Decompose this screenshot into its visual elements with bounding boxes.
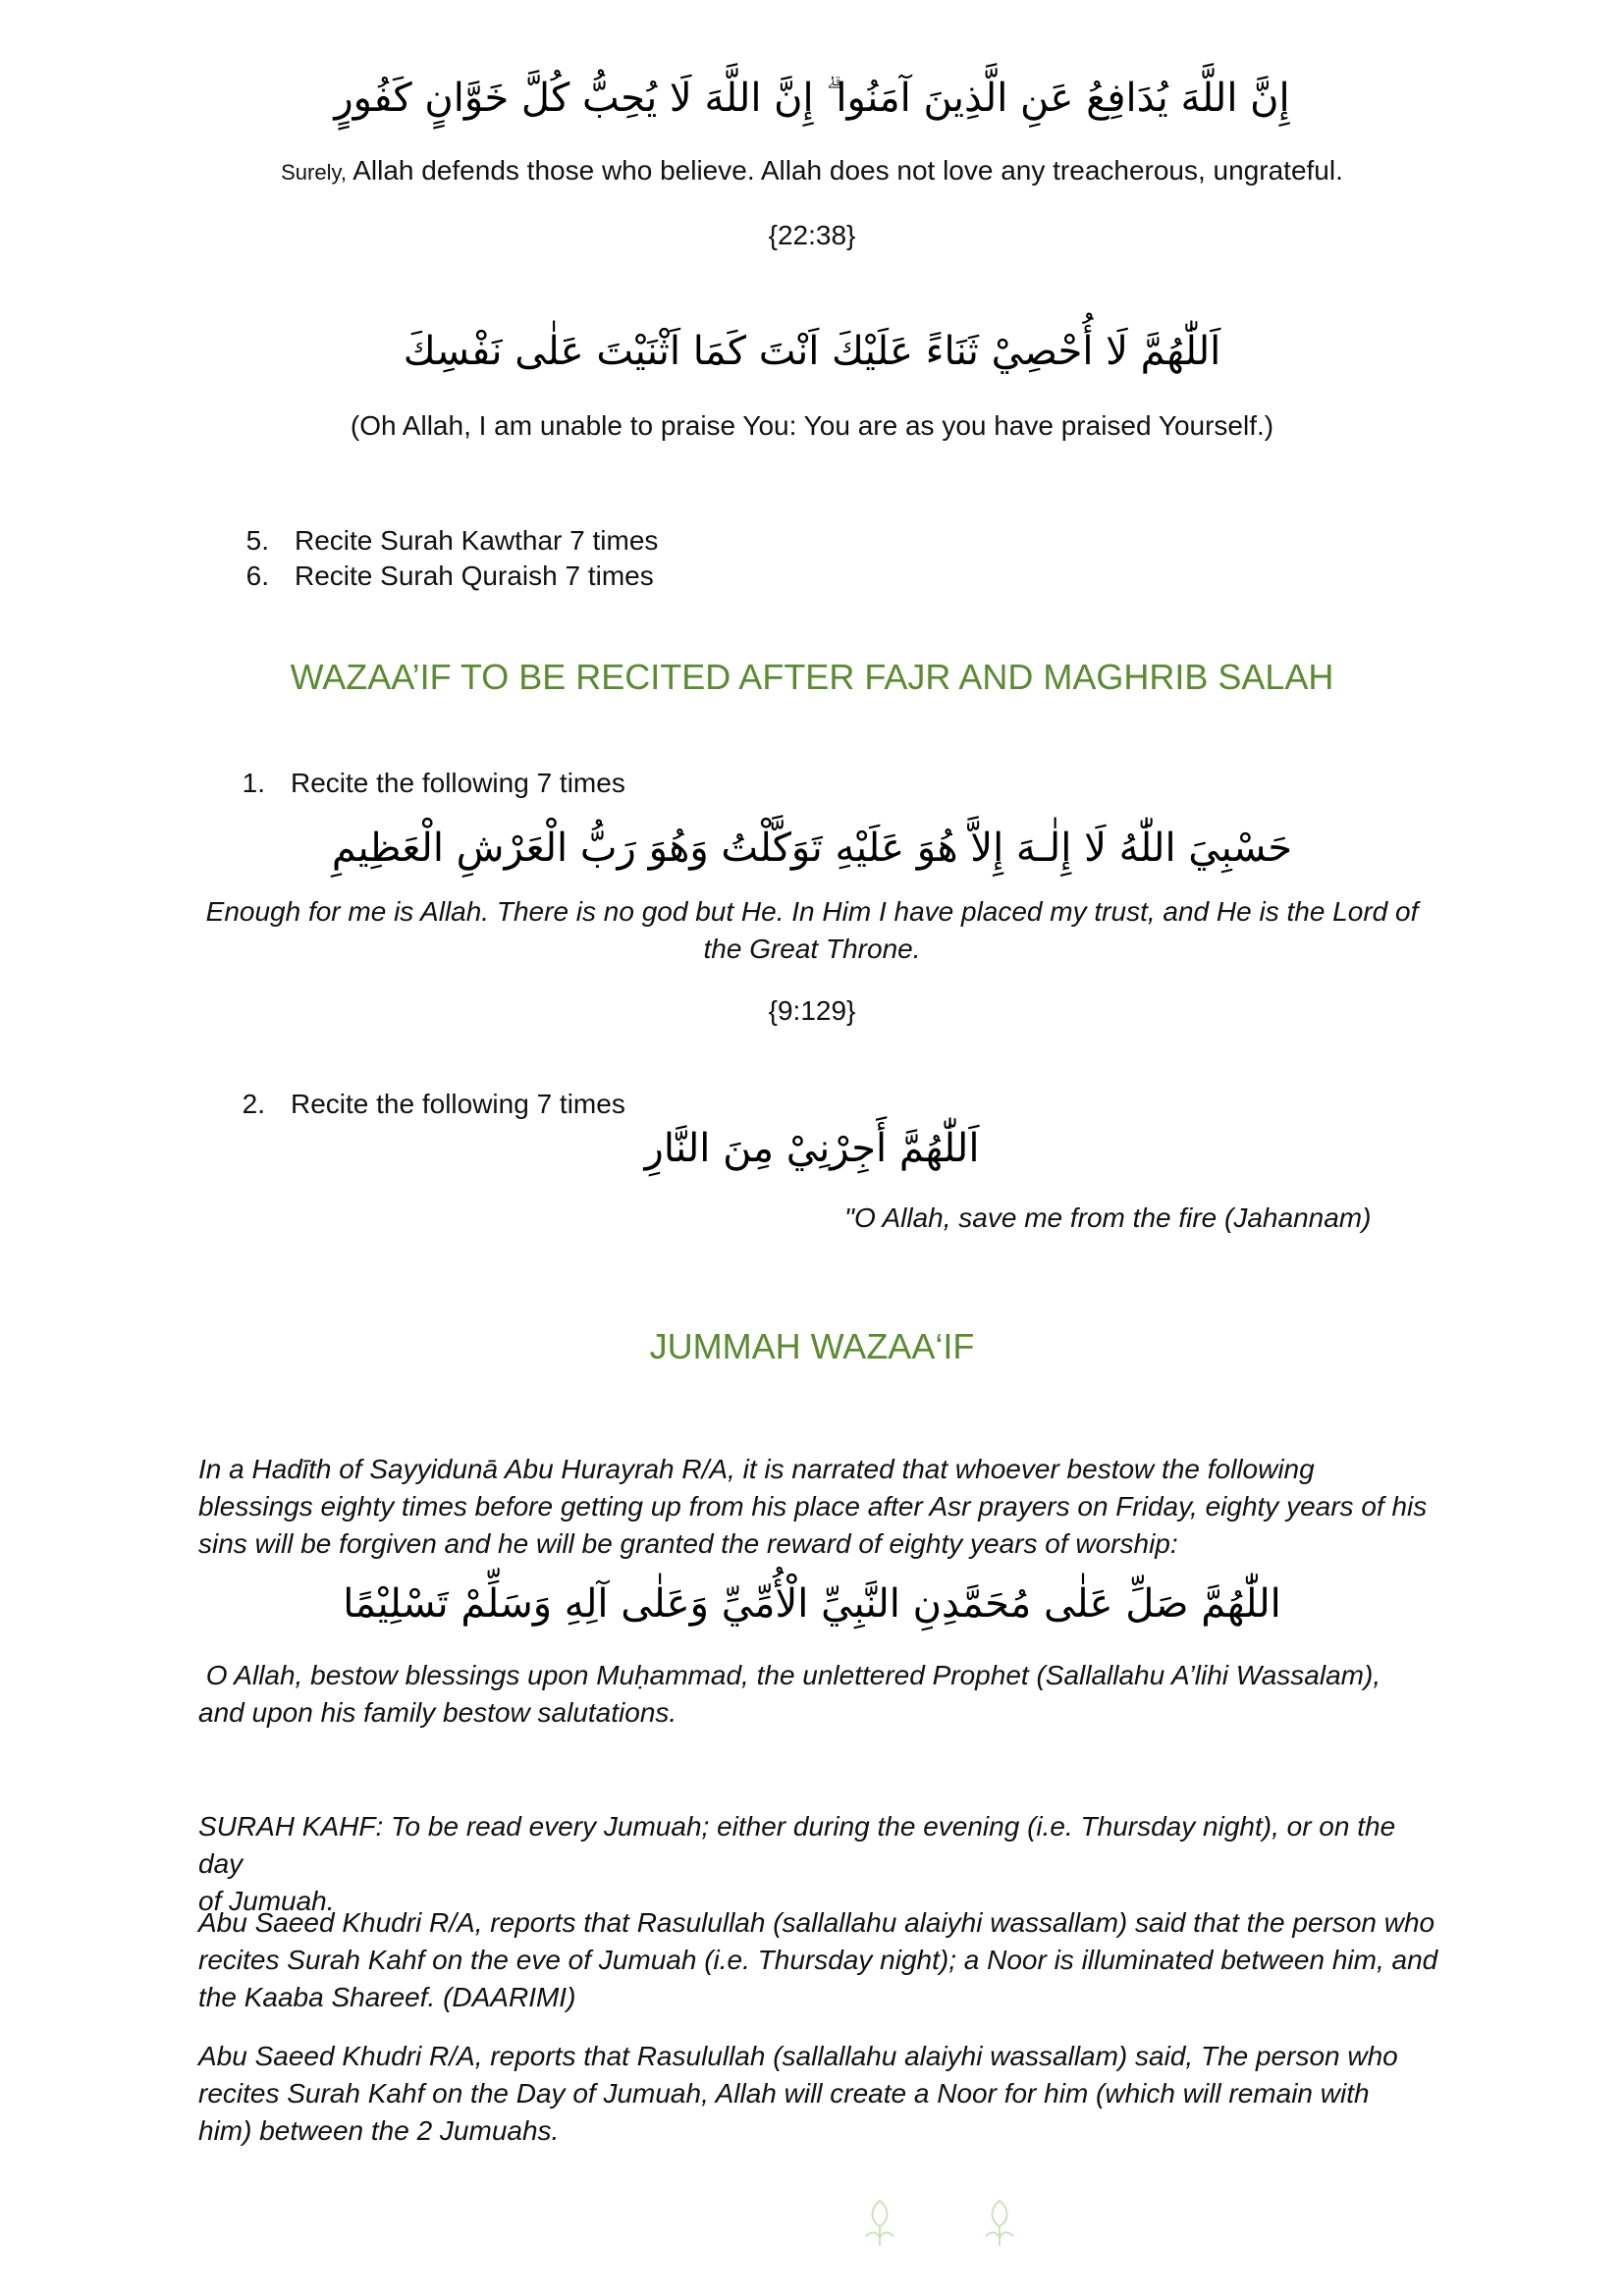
kahf-hadith-1-line: Abu Saeed Khudri R/A, reports that Rasulullah (sallallahu alaiyhi wassallam) said that the person who bbox=[198, 1907, 1435, 1938]
ajirni-translation: "O Allah, save me from the fire (Jahannam) bbox=[844, 1202, 1372, 1233]
durood-translation-line: O Allah, bestow blessings upon Muḥammad, the unlettered Prophet (Sallallahu A’lihi Wassalam), bbox=[198, 1660, 1381, 1690]
hasbiyallah-translation-line1: Enough for me is Allah. There is no god but He. In Him I have placed my trust, and He is the Lord of bbox=[205, 896, 1419, 927]
hadith-intro-line: sins will be forgiven and he will be granted the reward of eighty years of worship: bbox=[198, 1528, 1178, 1559]
list-item-6 bbox=[220, 559, 654, 594]
translation-prefix: Surely, bbox=[281, 160, 347, 185]
verse-22-38-arabic: إِنَّ اللَّهَ يُدَافِعُ عَنِ الَّذِينَ آمَنُوا ۗ إِنَّ اللَّهَ لَا يُحِبُّ كُلَّ خَوَّانٍ كَفُورٍ bbox=[334, 76, 1290, 121]
hasbiyallah-arabic: حَسْبِيَ اللّٰهُ لَا إِلٰـهَ إِلاَّ هُوَ عَلَيْهِ تَوَكَّلْتُ وَهُوَ رَبُّ الْعَرْشِ الْعَظِيمِ bbox=[331, 826, 1293, 871]
translation-text: Allah defends those who believe. Allah does not love any treacherous, ungrateful. bbox=[346, 155, 1343, 186]
kahf-hadith-1-line: recites Surah Kahf on the eve of Jumuah (i.e. Thursday night); a Noor is illuminated between him, and bbox=[198, 1945, 1438, 1975]
footer-ornament-right-icon bbox=[976, 2197, 1023, 2250]
kahf-hadith-2-line: Abu Saeed Khudri R/A, reports that Rasulullah (sallallahu alaiyhi wassallam) said, The person who bbox=[198, 2041, 1398, 2071]
dua-praise-arabic: اَللّٰهُمَّ لَا أُحْصِيْ ثَنَاءً عَلَيْكَ اَنْتَ كَمَا اَثْنَيْتَ عَلٰى نَفْسِكَ bbox=[403, 329, 1221, 374]
list-text: Recite the following 7 times bbox=[291, 768, 625, 798]
dua-praise-translation: (Oh Allah, I am unable to praise You: You are as you have praised Yourself.) bbox=[350, 410, 1274, 441]
list-text: Recite Surah Quraish 7 times bbox=[295, 561, 654, 591]
kahf-hadith-2-line: him) between the 2 Jumuahs. bbox=[198, 2115, 560, 2146]
verse-22-38-reference: {22:38} bbox=[768, 220, 856, 250]
list-item-5 bbox=[220, 523, 658, 559]
verse-22-38-translation bbox=[0, 153, 1624, 190]
kahf-hadith-2 bbox=[198, 2038, 1445, 2150]
hasbiyallah-translation-line2: the Great Throne. bbox=[703, 934, 921, 964]
durood-translation bbox=[198, 1657, 1445, 1732]
hasbiyallah-reference: {9:129} bbox=[768, 995, 856, 1026]
kahf-note-line: of Jumuah. bbox=[198, 1886, 335, 1916]
kahf-hadith-1 bbox=[198, 1904, 1445, 2016]
section-heading-fajr-maghrib: WAZAA’IF TO BE RECITED AFTER FAJR AND MAGHRIB SALAH bbox=[290, 657, 1334, 697]
hadith-intro-line: blessings eighty times before getting up from his place after Asr prayers on Friday, eighty years of his bbox=[198, 1491, 1428, 1522]
hadith-intro bbox=[198, 1451, 1445, 1563]
list-text: Recite the following 7 times bbox=[291, 1089, 625, 1119]
kahf-hadith-2-line: recites Surah Kahf on the Day of Jumuah, Allah will create a Noor for him (which will remain with bbox=[198, 2078, 1370, 2109]
durood-translation-line: and upon his family bestow salutations. bbox=[198, 1697, 677, 1728]
list-number: 1. bbox=[242, 768, 265, 798]
footer-ornament-left-icon bbox=[856, 2197, 903, 2250]
fajr-item-1 bbox=[216, 766, 625, 801]
hadith-intro-line: In a Hadīth of Sayyidunā Abu Hurayrah R/A, it is narrated that whoever bestow the following bbox=[198, 1454, 1315, 1484]
ajirni-arabic: اَللّٰهُمَّ أَجِرْنِيْ مِنَ النَّارِ bbox=[644, 1126, 980, 1171]
section-heading-jummah: JUMMAH WAZAA‘IF bbox=[649, 1326, 975, 1366]
list-text: Recite Surah Kawthar 7 times bbox=[295, 525, 659, 556]
durood-arabic: اللّٰهُمَّ صَلِّ عَلٰى مُحَمَّدِنِ النَّبِيِّ الْأُمِّيِّ وَعَلٰى آلِهِ وَسَلِّمْ تَسْلِيْمًا bbox=[343, 1581, 1281, 1627]
list-number: 6. bbox=[245, 561, 269, 591]
kahf-note-line: SURAH KAHF: To be read every Jumuah; either during the evening (i.e. Thursday night), or on the day bbox=[198, 1811, 1396, 1879]
fajr-item-2 bbox=[216, 1087, 625, 1122]
kahf-hadith-1-line: the Kaaba Shareef. (DAARIMI) bbox=[198, 1982, 576, 2012]
kahf-note bbox=[198, 1808, 1445, 1920]
list-number: 5. bbox=[245, 525, 269, 556]
list-number: 2. bbox=[242, 1089, 265, 1119]
